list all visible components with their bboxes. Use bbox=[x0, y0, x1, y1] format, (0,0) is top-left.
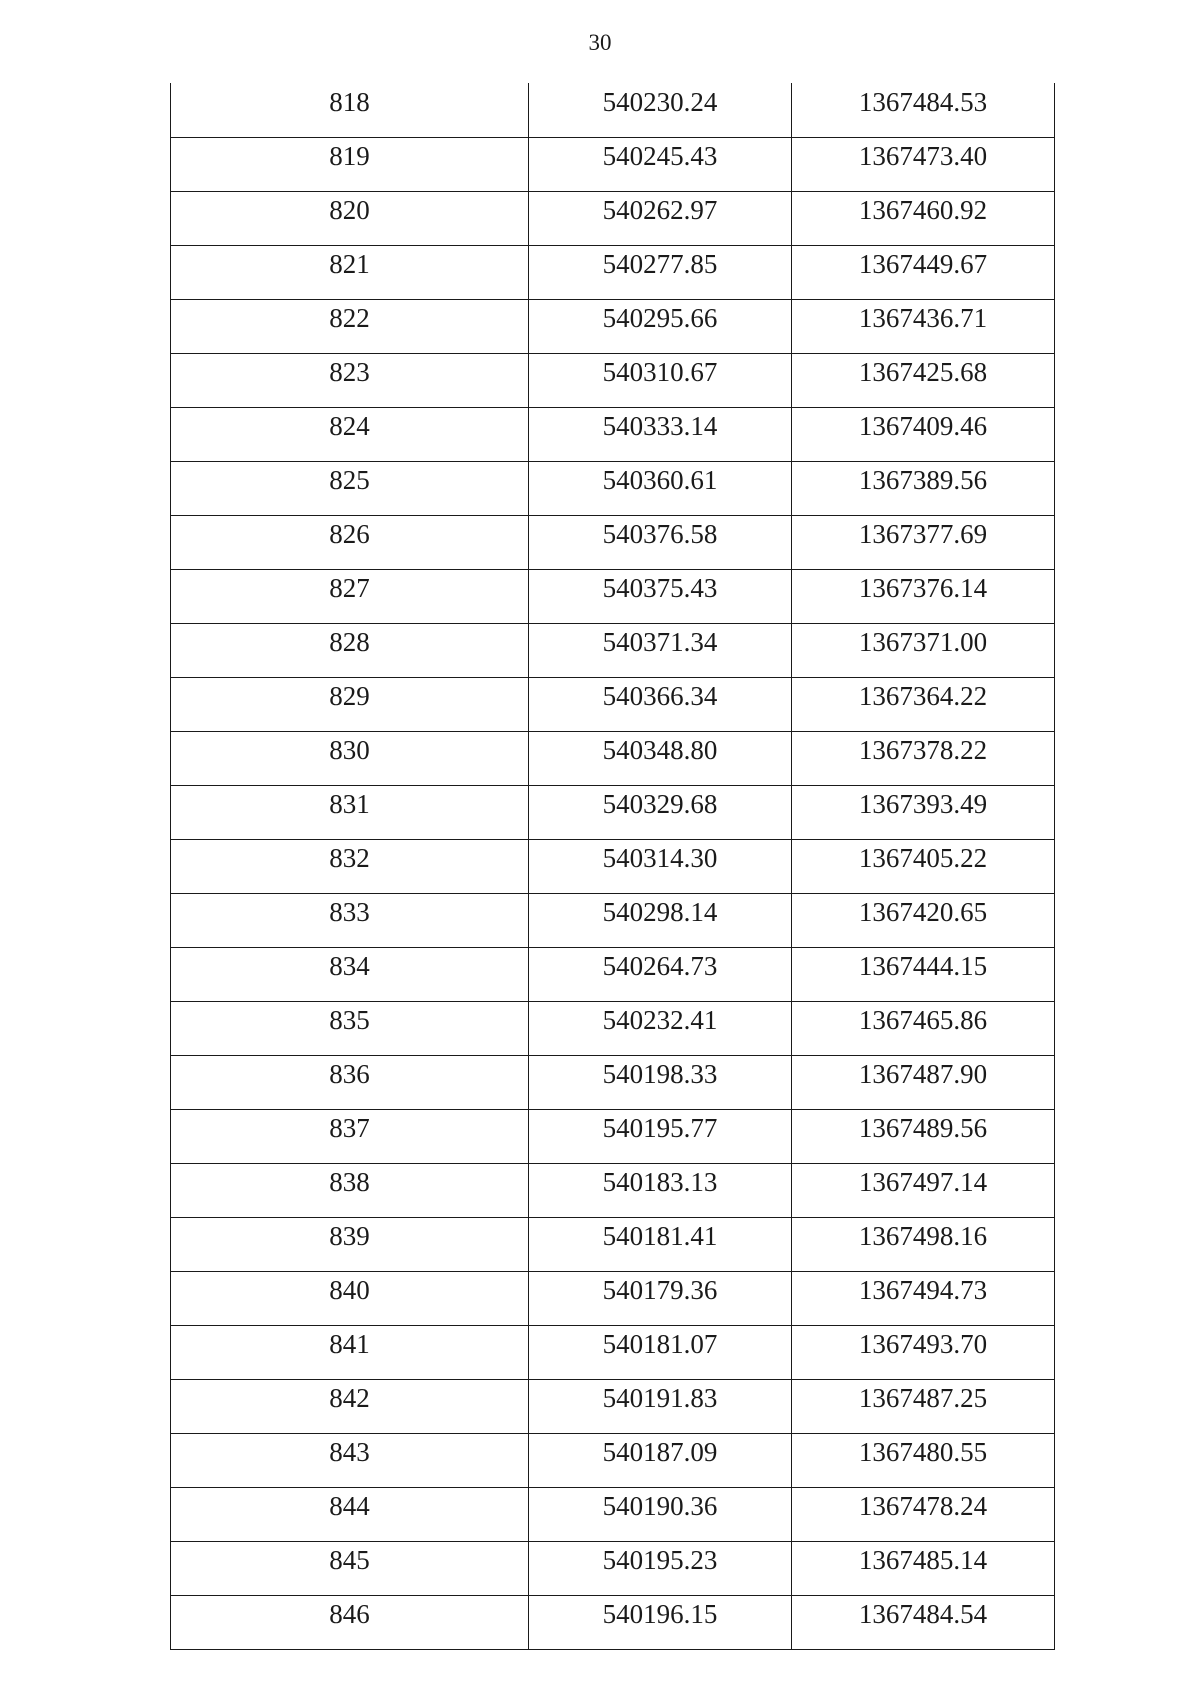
coordinates-table-body bbox=[171, 83, 1055, 1649]
x-coordinate-cell: 540366.34 bbox=[529, 677, 792, 731]
y-coordinate-cell: 1367487.90 bbox=[792, 1055, 1055, 1109]
y-coordinate-cell: 1367485.14 bbox=[792, 1541, 1055, 1595]
y-coordinate-cell: 1367498.16 bbox=[792, 1217, 1055, 1271]
y-coordinate-cell: 1367389.56 bbox=[792, 461, 1055, 515]
point-number-cell: 822 bbox=[171, 299, 529, 353]
y-coordinate-cell: 1367377.69 bbox=[792, 515, 1055, 569]
table-row bbox=[171, 1109, 1055, 1163]
table-row bbox=[171, 515, 1055, 569]
table-row bbox=[171, 1163, 1055, 1217]
table-row bbox=[171, 407, 1055, 461]
x-coordinate-cell: 540195.23 bbox=[529, 1541, 792, 1595]
x-coordinate-cell: 540371.34 bbox=[529, 623, 792, 677]
x-coordinate-cell: 540333.14 bbox=[529, 407, 792, 461]
point-number-cell: 823 bbox=[171, 353, 529, 407]
table-row bbox=[171, 191, 1055, 245]
y-coordinate-cell: 1367425.68 bbox=[792, 353, 1055, 407]
coordinates-table bbox=[170, 83, 1055, 1650]
x-coordinate-cell: 540262.97 bbox=[529, 191, 792, 245]
x-coordinate-cell: 540230.24 bbox=[529, 83, 792, 137]
y-coordinate-cell: 1367480.55 bbox=[792, 1433, 1055, 1487]
point-number-cell: 819 bbox=[171, 137, 529, 191]
y-coordinate-cell: 1367478.24 bbox=[792, 1487, 1055, 1541]
point-number-cell: 824 bbox=[171, 407, 529, 461]
point-number-cell: 833 bbox=[171, 893, 529, 947]
x-coordinate-cell: 540183.13 bbox=[529, 1163, 792, 1217]
table-row bbox=[171, 839, 1055, 893]
y-coordinate-cell: 1367376.14 bbox=[792, 569, 1055, 623]
x-coordinate-cell: 540295.66 bbox=[529, 299, 792, 353]
table-row bbox=[171, 1217, 1055, 1271]
y-coordinate-cell: 1367420.65 bbox=[792, 893, 1055, 947]
y-coordinate-cell: 1367449.67 bbox=[792, 245, 1055, 299]
y-coordinate-cell: 1367405.22 bbox=[792, 839, 1055, 893]
point-number-cell: 818 bbox=[171, 83, 529, 137]
table-row bbox=[171, 137, 1055, 191]
y-coordinate-cell: 1367494.73 bbox=[792, 1271, 1055, 1325]
x-coordinate-cell: 540195.77 bbox=[529, 1109, 792, 1163]
point-number-cell: 840 bbox=[171, 1271, 529, 1325]
y-coordinate-cell: 1367489.56 bbox=[792, 1109, 1055, 1163]
x-coordinate-cell: 540196.15 bbox=[529, 1595, 792, 1649]
table-row bbox=[171, 1271, 1055, 1325]
y-coordinate-cell: 1367378.22 bbox=[792, 731, 1055, 785]
table-row bbox=[171, 83, 1055, 137]
table-row bbox=[171, 353, 1055, 407]
x-coordinate-cell: 540181.07 bbox=[529, 1325, 792, 1379]
point-number-cell: 827 bbox=[171, 569, 529, 623]
table-row bbox=[171, 1541, 1055, 1595]
point-number-cell: 844 bbox=[171, 1487, 529, 1541]
x-coordinate-cell: 540314.30 bbox=[529, 839, 792, 893]
table-row bbox=[171, 1487, 1055, 1541]
y-coordinate-cell: 1367487.25 bbox=[792, 1379, 1055, 1433]
point-number-cell: 845 bbox=[171, 1541, 529, 1595]
table-row bbox=[171, 1433, 1055, 1487]
point-number-cell: 846 bbox=[171, 1595, 529, 1649]
point-number-cell: 834 bbox=[171, 947, 529, 1001]
table-row bbox=[171, 1379, 1055, 1433]
point-number-cell: 843 bbox=[171, 1433, 529, 1487]
point-number-cell: 839 bbox=[171, 1217, 529, 1271]
x-coordinate-cell: 540264.73 bbox=[529, 947, 792, 1001]
point-number-cell: 825 bbox=[171, 461, 529, 515]
point-number-cell: 830 bbox=[171, 731, 529, 785]
y-coordinate-cell: 1367444.15 bbox=[792, 947, 1055, 1001]
x-coordinate-cell: 540277.85 bbox=[529, 245, 792, 299]
point-number-cell: 837 bbox=[171, 1109, 529, 1163]
x-coordinate-cell: 540179.36 bbox=[529, 1271, 792, 1325]
x-coordinate-cell: 540298.14 bbox=[529, 893, 792, 947]
table-row bbox=[171, 893, 1055, 947]
table-row bbox=[171, 569, 1055, 623]
table-row bbox=[171, 461, 1055, 515]
table-row bbox=[171, 299, 1055, 353]
point-number-cell: 828 bbox=[171, 623, 529, 677]
x-coordinate-cell: 540310.67 bbox=[529, 353, 792, 407]
x-coordinate-cell: 540360.61 bbox=[529, 461, 792, 515]
table-row bbox=[171, 731, 1055, 785]
x-coordinate-cell: 540375.43 bbox=[529, 569, 792, 623]
table-row bbox=[171, 1595, 1055, 1649]
y-coordinate-cell: 1367493.70 bbox=[792, 1325, 1055, 1379]
point-number-cell: 838 bbox=[171, 1163, 529, 1217]
x-coordinate-cell: 540376.58 bbox=[529, 515, 792, 569]
y-coordinate-cell: 1367465.86 bbox=[792, 1001, 1055, 1055]
y-coordinate-cell: 1367484.53 bbox=[792, 83, 1055, 137]
x-coordinate-cell: 540232.41 bbox=[529, 1001, 792, 1055]
x-coordinate-cell: 540198.33 bbox=[529, 1055, 792, 1109]
point-number-cell: 835 bbox=[171, 1001, 529, 1055]
table-row bbox=[171, 785, 1055, 839]
table-row bbox=[171, 1001, 1055, 1055]
y-coordinate-cell: 1367460.92 bbox=[792, 191, 1055, 245]
x-coordinate-cell: 540245.43 bbox=[529, 137, 792, 191]
table-row bbox=[171, 1325, 1055, 1379]
y-coordinate-cell: 1367409.46 bbox=[792, 407, 1055, 461]
point-number-cell: 820 bbox=[171, 191, 529, 245]
x-coordinate-cell: 540181.41 bbox=[529, 1217, 792, 1271]
y-coordinate-cell: 1367364.22 bbox=[792, 677, 1055, 731]
x-coordinate-cell: 540190.36 bbox=[529, 1487, 792, 1541]
table-row bbox=[171, 1055, 1055, 1109]
table-row bbox=[171, 623, 1055, 677]
y-coordinate-cell: 1367393.49 bbox=[792, 785, 1055, 839]
y-coordinate-cell: 1367436.71 bbox=[792, 299, 1055, 353]
point-number-cell: 836 bbox=[171, 1055, 529, 1109]
y-coordinate-cell: 1367371.00 bbox=[792, 623, 1055, 677]
point-number-cell: 829 bbox=[171, 677, 529, 731]
page-number: 30 bbox=[588, 30, 612, 55]
x-coordinate-cell: 540348.80 bbox=[529, 731, 792, 785]
x-coordinate-cell: 540191.83 bbox=[529, 1379, 792, 1433]
y-coordinate-cell: 1367484.54 bbox=[792, 1595, 1055, 1649]
y-coordinate-cell: 1367497.14 bbox=[792, 1163, 1055, 1217]
point-number-cell: 821 bbox=[171, 245, 529, 299]
y-coordinate-cell: 1367473.40 bbox=[792, 137, 1055, 191]
point-number-cell: 842 bbox=[171, 1379, 529, 1433]
x-coordinate-cell: 540187.09 bbox=[529, 1433, 792, 1487]
table-row bbox=[171, 245, 1055, 299]
table-row bbox=[171, 947, 1055, 1001]
point-number-cell: 831 bbox=[171, 785, 529, 839]
point-number-cell: 841 bbox=[171, 1325, 529, 1379]
x-coordinate-cell: 540329.68 bbox=[529, 785, 792, 839]
point-number-cell: 832 bbox=[171, 839, 529, 893]
point-number-cell: 826 bbox=[171, 515, 529, 569]
table-row bbox=[171, 677, 1055, 731]
